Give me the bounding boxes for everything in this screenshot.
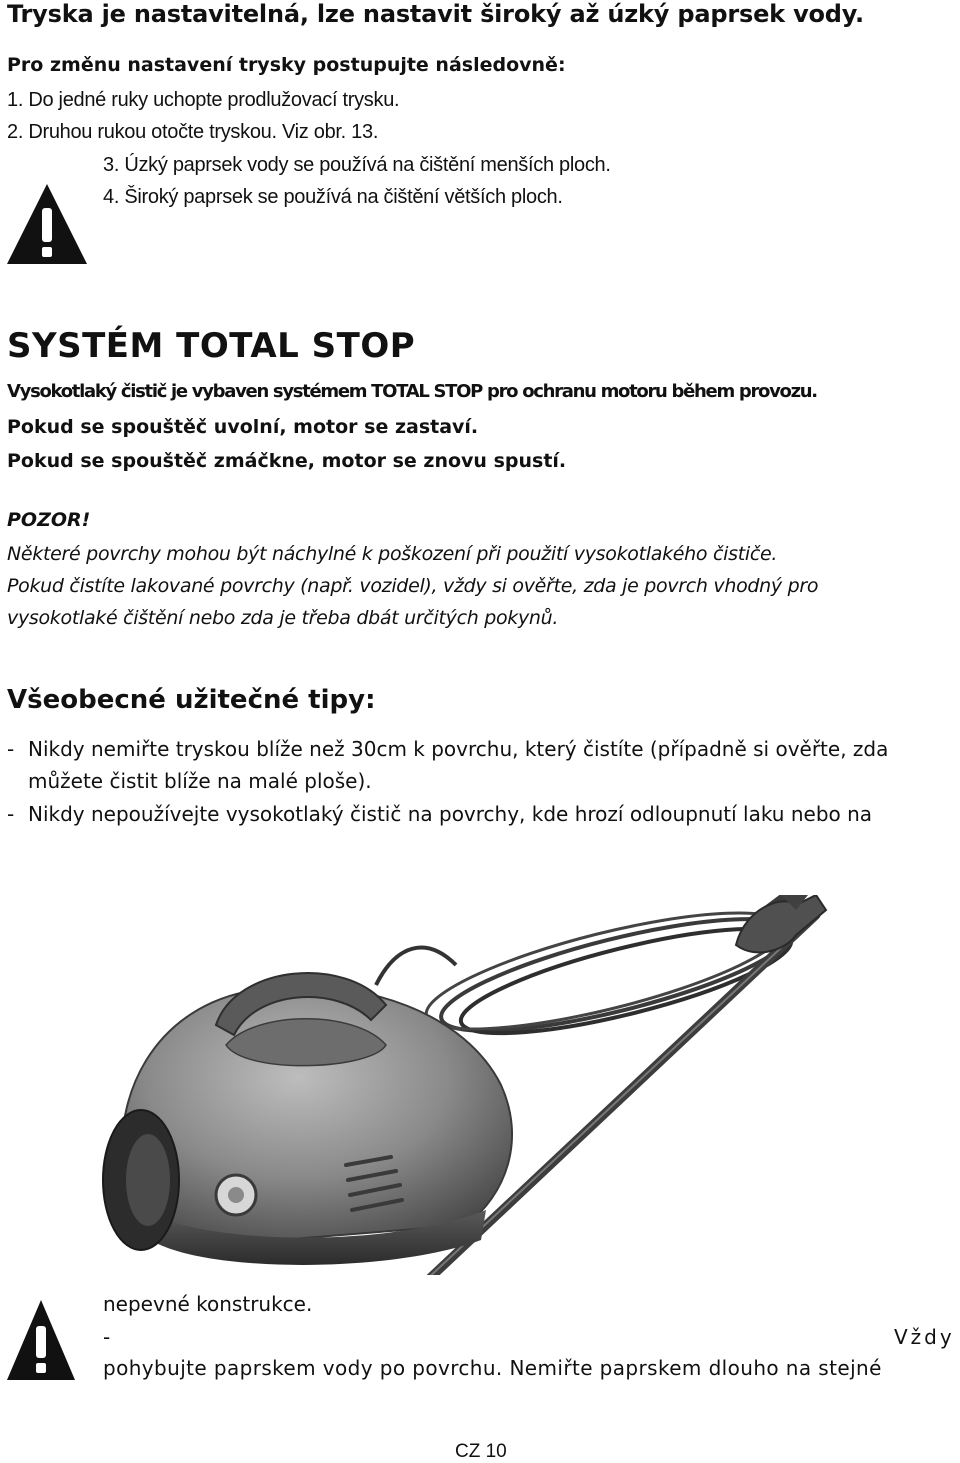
nozzle-step: 3. Úzký paprsek vody se používá na čištění menších ploch.: [103, 154, 611, 176]
caution-text: Pokud čistíte lakované povrchy (např. vozidel), vždy si ověřte, zda je povrch vhodný pro: [7, 575, 819, 597]
warning-triangle-icon: [5, 1298, 77, 1382]
total-stop-text: Pokud se spouštěč zmáčkne, motor se znovu spustí.: [7, 450, 567, 472]
nozzle-intro: Pro změnu nastavení trysky postupujte následovně:: [7, 54, 566, 76]
total-stop-text: Vysokotlaký čistič je vybaven systémem TOTAL STOP pro ochranu motoru během provozu.: [7, 381, 817, 402]
section-title-total-stop: SYSTÉM TOTAL STOP: [7, 326, 416, 366]
list-bullet: -: [103, 1325, 111, 1349]
pressure-washer-image: [96, 895, 960, 1275]
page-number: CZ 10: [455, 1441, 507, 1462]
section-title-tips: Všeobecné užitečné tipy:: [7, 685, 376, 715]
total-stop-text: Pokud se spouštěč uvolní, motor se zastaví.: [7, 416, 479, 438]
warning-triangle-icon: [5, 182, 89, 266]
section-heading-nozzle: Tryska je nastavitelná, lze nastavit široký až úzký paprsek vody.: [7, 0, 864, 28]
caution-title: POZOR!: [7, 509, 91, 531]
caution-text: vysokotlaké čištění nebo zda je třeba dbát určitých pokynů.: [7, 607, 559, 629]
tip-item-text: Nikdy nemiřte tryskou blíže než 30cm k povrchu, který čistíte (případně si ověřte, zda: [28, 737, 889, 761]
tip-item-text: můžete čistit blíže na malé ploše).: [28, 769, 372, 793]
list-bullet: -: [7, 802, 15, 826]
nozzle-step: 2. Druhou rukou otočte tryskou. Viz obr. 13.: [7, 121, 379, 143]
list-bullet: -: [7, 737, 15, 761]
caution-text: Některé povrchy mohou být náchylné k poškození při použití vysokotlakého čističe.: [7, 543, 778, 565]
nozzle-step: 1. Do jedné ruky uchopte prodlužovací trysku.: [7, 89, 400, 111]
continuation-word: Vždy: [894, 1325, 955, 1349]
continuation-text: pohybujte paprskem vody po povrchu. Nemiřte paprskem dlouho na stejné: [103, 1356, 882, 1380]
continuation-text: nepevné konstrukce.: [103, 1292, 313, 1316]
nozzle-step: 4. Široký paprsek se používá na čištění větších ploch.: [103, 186, 563, 208]
tip-item-text: Nikdy nepoužívejte vysokotlaký čistič na povrchy, kde hrozí odloupnutí laku nebo na: [28, 802, 873, 826]
